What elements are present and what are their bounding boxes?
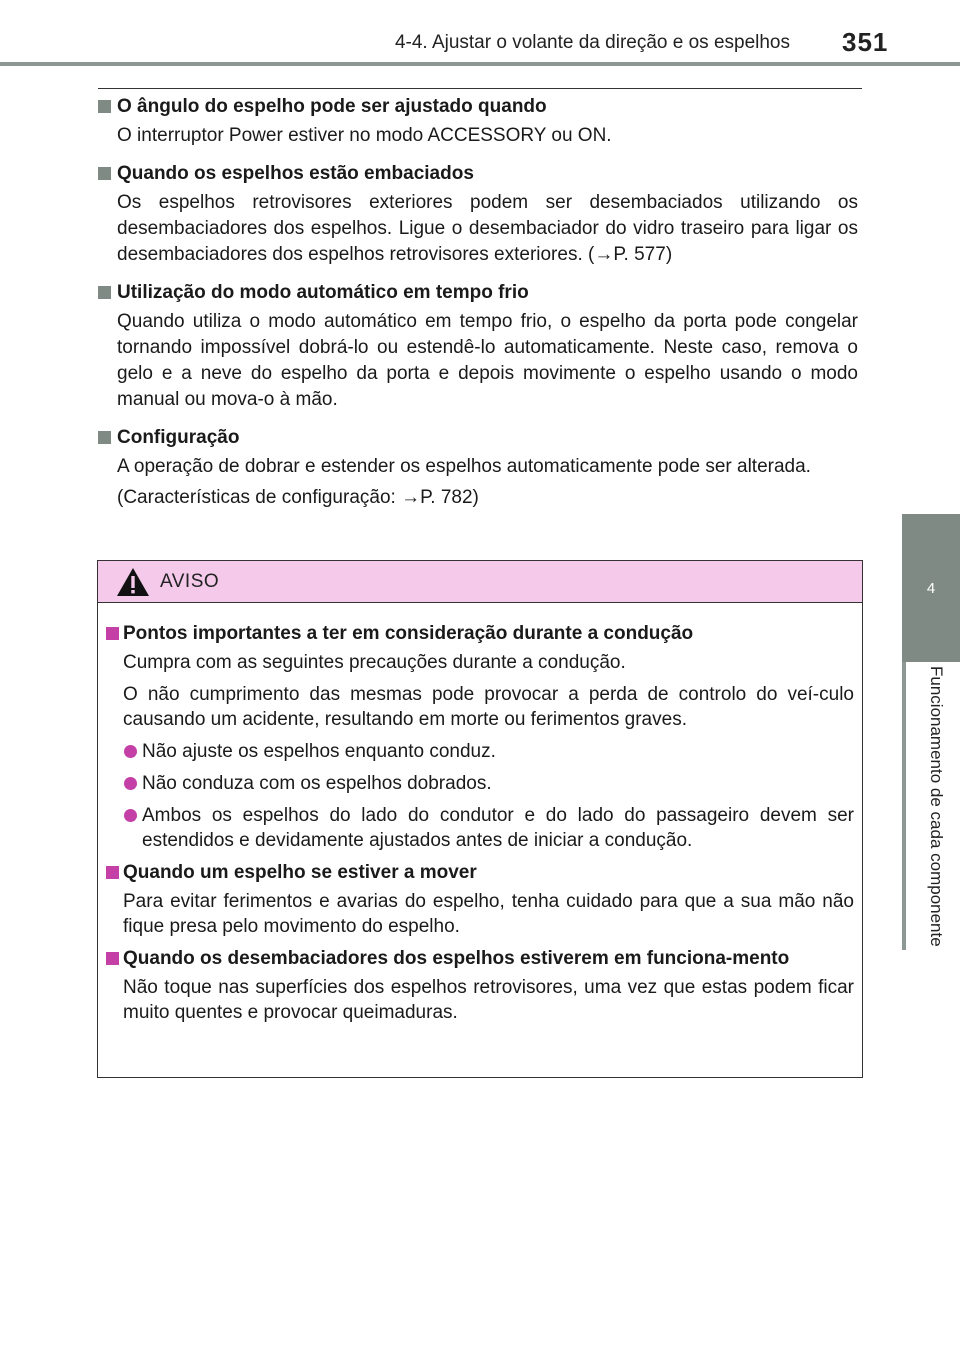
section-title: Configuração — [117, 427, 240, 448]
warning-bullet: Não ajuste os espelhos enquanto conduz. — [106, 739, 854, 764]
section-paragraph: A operação de dobrar e estender os espelhos automaticamente pode ser alterada. — [117, 456, 811, 477]
warning-section-driving — [106, 621, 854, 853]
section-cold-weather — [98, 280, 858, 413]
section-mirrors-fogged — [98, 161, 858, 268]
warning-square-icon — [106, 627, 119, 640]
warning-paragraph: Para evitar ferimentos e avarias do espelho, tenha cuidado para que a sua mão não fique presa pelo movimento do espelho. — [123, 891, 854, 937]
warning-box — [97, 560, 863, 1078]
section-paragraph: (Características de configuração: →P. 782) — [117, 487, 479, 508]
header-rule — [0, 62, 960, 66]
section-square-icon — [98, 100, 111, 113]
section-paragraph: O interruptor Power estiver no modo ACCESSORY ou ON. — [117, 125, 612, 146]
warning-section-mirror-moving — [106, 860, 854, 939]
section-configuration — [98, 425, 858, 511]
chapter-side-tab — [902, 66, 960, 1360]
section-square-icon — [98, 286, 111, 299]
section-title: O ângulo do espelho pode ser ajustado quando — [117, 96, 547, 117]
warning-label: AVISO — [160, 570, 220, 592]
section-title: Quando os espelhos estão embaciados — [117, 163, 474, 184]
warning-section-title: Quando um espelho se estiver a mover — [123, 862, 477, 883]
chapter-label-box — [902, 662, 960, 950]
bullet-dot-icon — [124, 777, 137, 790]
warning-bullet: Ambos os espelhos do lado do condutor e do lado do passageiro devem ser estendidos e devidamente ajustados antes de iniciar a condução. — [106, 803, 854, 853]
warning-paragraph: Não toque nas superfícies dos espelhos retrovisores, uma vez que estas podem ficar muito quentes e provocar queimaduras. — [123, 977, 854, 1023]
warning-paragraph: O não cumprimento das mesmas pode provocar a perda de controlo do veí-culo causando um acidente, resultando em morte ou ferimentos graves. — [123, 684, 854, 730]
chapter-number: 4 — [902, 514, 960, 662]
warning-section-title: Pontos importantes a ter em consideração durante a condução — [123, 623, 694, 644]
section-square-icon — [98, 431, 111, 444]
section-paragraph: Quando utiliza o modo automático em tempo frio, o espelho da porta pode congelar tornando impossível dobrá-lo ou estendê-lo automaticamente. Neste caso, remova o gelo e a neve do espelho da porta e depois movimente o espelho usando o modo manual ou mova-o à mão. — [117, 311, 858, 410]
warning-header — [98, 561, 862, 603]
section-paragraph: Os espelhos retrovisores exteriores podem ser desembaciados utilizando os desembaciadores dos espelhos. Ligue o desembaciador do vidro traseiro para ligar os desembaciadores dos espelhos retrovisores exteriores. (→P. 577) — [117, 192, 858, 265]
warning-body — [98, 603, 862, 1025]
warning-paragraph: Cumpra com as seguintes precauções durante a condução. — [123, 652, 626, 673]
section-title: Utilização do modo automático em tempo frio — [117, 282, 529, 303]
content-top-rule — [98, 88, 862, 89]
section-square-icon — [98, 167, 111, 180]
bullet-dot-icon — [124, 745, 137, 758]
warning-square-icon — [106, 866, 119, 879]
running-header-title: 4-4. Ajustar o volante da direção e os espelhos — [394, 32, 790, 53]
warning-section-defoggers — [106, 946, 854, 1025]
chapter-label: Funcionamento de cada componente — [927, 665, 946, 947]
warning-section-title: Quando os desembaciadores dos espelhos estiverem em funciona-mento — [123, 948, 790, 969]
section-mirror-angle — [98, 94, 858, 149]
warning-bullet: Não conduza com os espelhos dobrados. — [106, 771, 854, 796]
main-content — [98, 94, 858, 523]
warning-triangle-icon — [116, 567, 150, 597]
bullet-dot-icon — [124, 809, 137, 822]
page-number: 351 — [842, 27, 889, 57]
warning-square-icon — [106, 952, 119, 965]
